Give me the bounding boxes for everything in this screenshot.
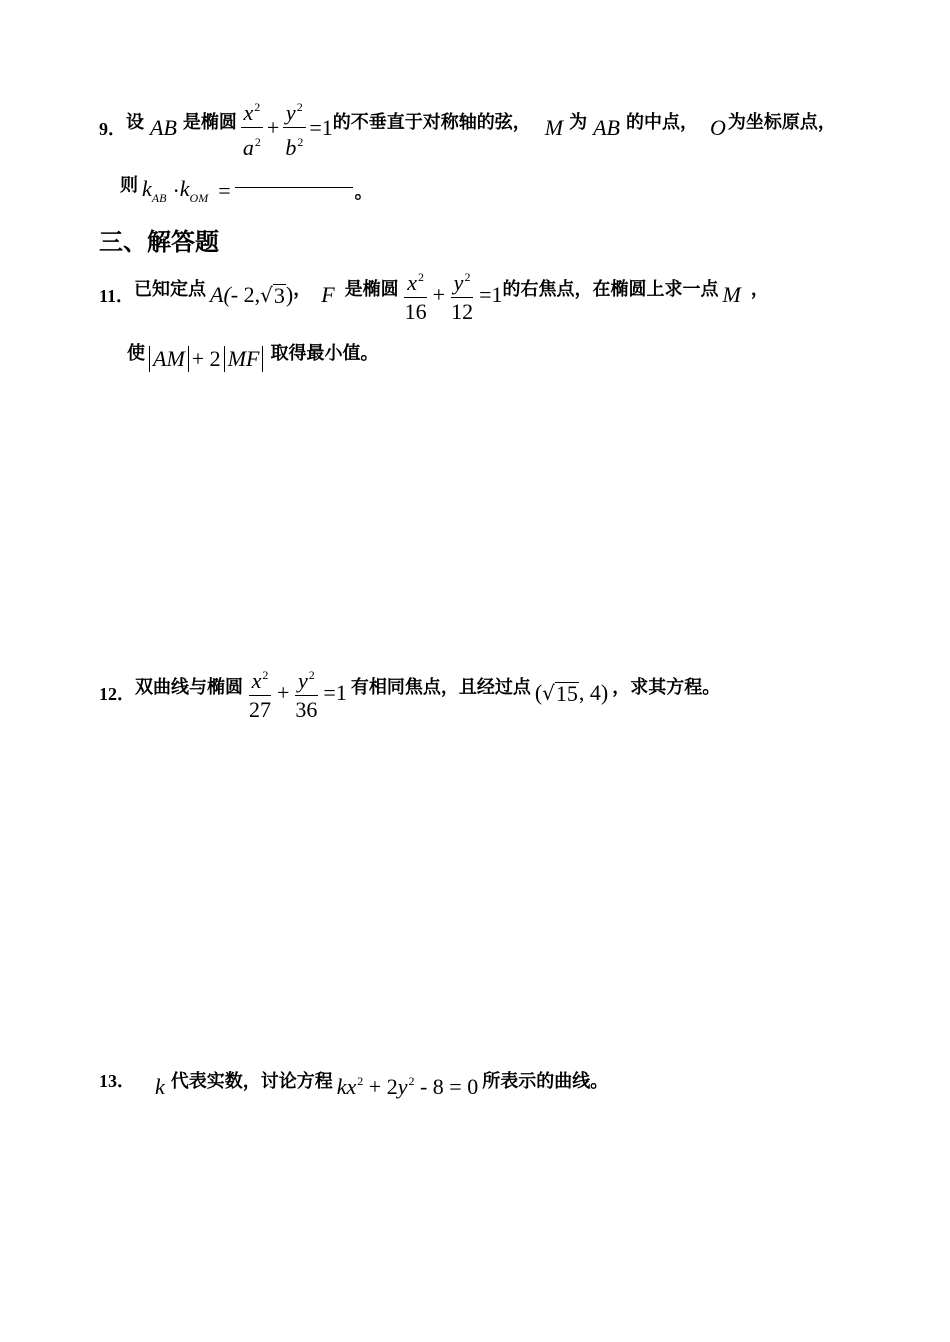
q12-line1 [99, 664, 720, 721]
q11-text-5: 取得最小值。 [270, 343, 379, 364]
q9-text-6: 为坐标原点， [727, 111, 836, 133]
q13-number: 13． [99, 1071, 135, 1091]
q13-k: k [155, 1074, 165, 1099]
q9-o: O [709, 114, 726, 140]
q11-equals-one: =1 [479, 281, 503, 307]
q11-am: AM [153, 346, 185, 371]
q9-ab-2: AB [593, 114, 620, 140]
q11-point-a: A(- 2, √ 3 ) [210, 281, 294, 308]
q11-fraction-x: $\frac{x^2}{16}$ [402, 266, 430, 323]
q12-text-2: 有相同焦点，且经过点 [350, 676, 531, 698]
q11-line2 [127, 343, 379, 372]
q13-text-1: 代表实数，讨论方程 [170, 1071, 333, 1092]
q11-plus-two: + 2 [191, 346, 221, 371]
q11-text-4: 使 [127, 343, 145, 364]
q11-comma: ， [293, 278, 312, 300]
q11-f: F [321, 281, 335, 307]
q9-equals: = [218, 178, 231, 203]
q9-m: M [544, 114, 564, 140]
q12-plus: + [277, 679, 290, 705]
q9-text-1: 设 [126, 111, 144, 133]
q9-equals-one: =1 [309, 114, 333, 140]
q11-plus: + [432, 281, 446, 307]
q11-text-3: 的右焦点，在椭圆上求一点 [502, 278, 719, 300]
q12-text-3: ，求其方程。 [612, 676, 721, 698]
q9-text-7: 则 [120, 175, 138, 196]
q11-mf: MF [227, 346, 260, 371]
q11-m: M [722, 281, 741, 307]
q9-plus: + [266, 114, 280, 140]
q11-line1 [99, 266, 769, 323]
section-heading: 三、解答题 [99, 228, 219, 256]
q12-text-1: 双曲线与椭圆 [135, 676, 243, 698]
q9-line2 [120, 176, 373, 206]
q13-line1 [99, 1060, 608, 1100]
q9-line1 [99, 96, 836, 159]
q12-number: 12． [99, 683, 135, 704]
q12-equals-one: =1 [323, 679, 347, 705]
q11-text-2: 是椭圆 [344, 278, 399, 300]
q13-text-2: 所表示的曲线。 [482, 1071, 609, 1092]
q13-equation: $kx^2 + 2y^2 - 8 = 0$ [336, 1074, 479, 1099]
q9-text-3: 的不垂直于对称轴的弦， [332, 111, 531, 133]
q11-abs-bar [224, 346, 225, 372]
q9-number: 9． [99, 118, 126, 139]
q9-text-5: 的中点， [625, 111, 698, 133]
q9-text-2: 是椭圆 [182, 111, 237, 133]
q9-k-ab: $k_{AB}$ [142, 176, 167, 205]
q9-k-om: $k_{OM}$ [179, 176, 209, 205]
q12-fraction-x: $\frac{x^2}{27}$ [246, 664, 274, 721]
q11-fraction-y: $\frac{y^2}{12}$ [448, 266, 476, 323]
q9-fraction-x: $\frac{x^2}{a^2}$ [240, 96, 264, 159]
q11-abs-bar [188, 346, 189, 372]
q12-fraction-y: $\frac{y^2}{36}$ [292, 664, 320, 721]
q9-period: 。 [354, 182, 373, 203]
q9-answer-blank[interactable] [235, 187, 353, 188]
q9-dot: · [172, 178, 180, 203]
q11-comma-2: ， [750, 278, 769, 300]
q11-text-1: 已知定点 [134, 278, 207, 300]
q9-text-4: 为 [569, 111, 588, 133]
q11-abs-bar [149, 346, 150, 372]
q11-abs-bar [262, 346, 263, 372]
q11-number: 11． [99, 285, 135, 306]
q9-fraction-y: $\frac{y^2}{b^2}$ [282, 96, 306, 159]
q12-point: ( √ 15 , 4) [534, 679, 609, 706]
q9-ab: AB [150, 114, 177, 140]
